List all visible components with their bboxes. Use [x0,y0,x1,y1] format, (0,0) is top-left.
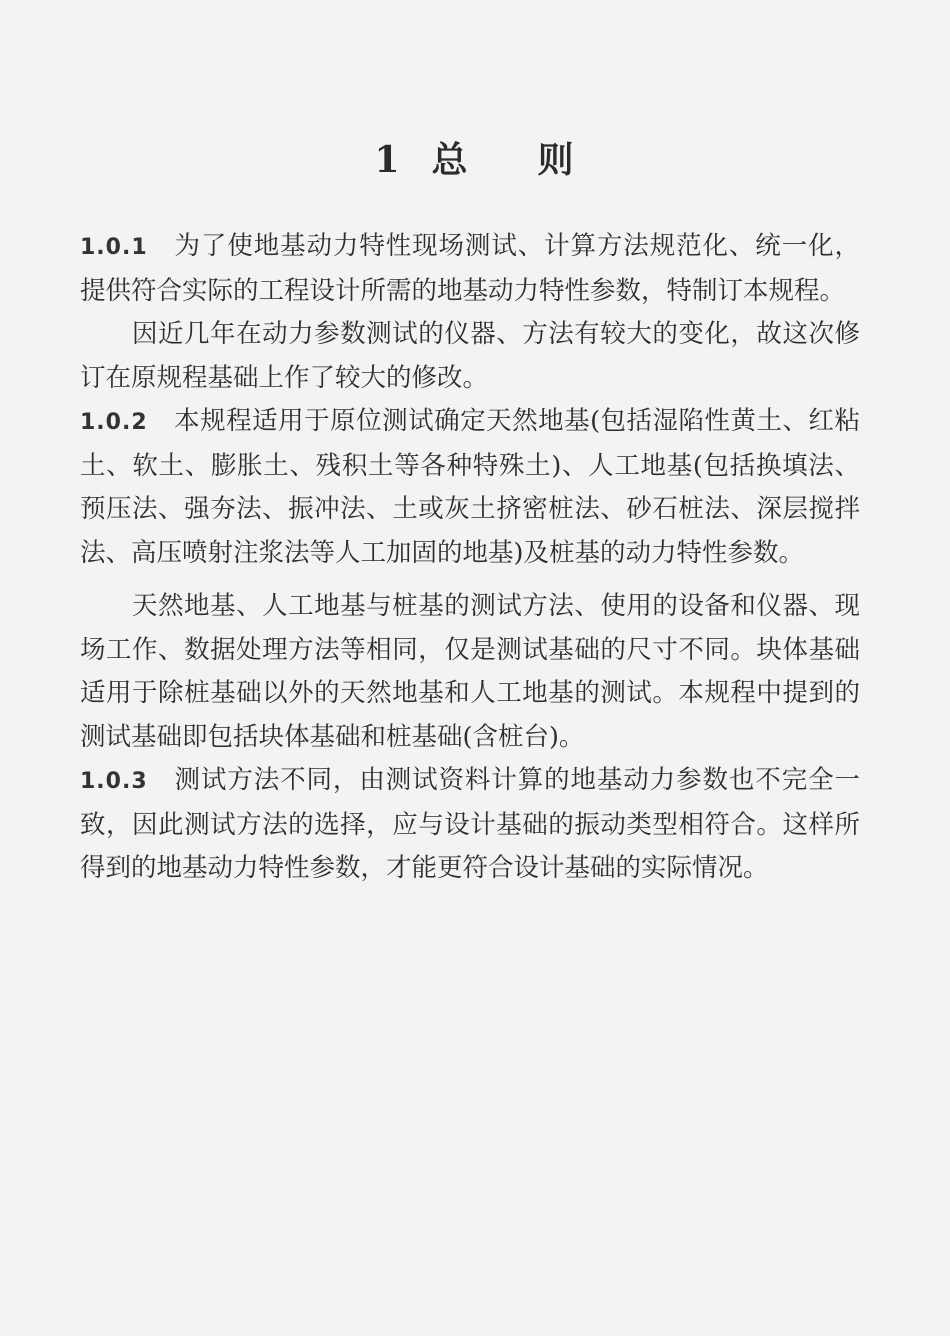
clause-text: 本规程适用于原位测试确定天然地基(包括湿陷性黄土、红粘土、软土、膨胀土、残积土等各种特殊土)、人工地基(包括换填法、预压法、强夯法、振冲法、土或灰土挤密桩法、砂石桩法、深层搅拌法、高压喷射注浆法等人工加固的地基)及桩基的动力特性参数。 [80,406,860,568]
clause-1-0-1-note: 因近几年在动力参数测试的仪器、方法有较大的变化，故这次修订在原规程基础上作了较大的修改。 [80,319,860,393]
clause-number: 1.0.1 [80,235,148,260]
clause-1-0-3 [80,759,860,891]
clause-number: 1.0.3 [80,769,148,794]
clause-number: 1.0.2 [80,410,148,435]
chapter-title-char-2: 则 [537,139,576,181]
clause-1-0-2-note: 天然地基、人工地基与桩基的测试方法、使用的设备和仪器、现场工作、数据处理方法等相同，仅是测试基础的尺寸不同。块体基础适用于除桩基础以外的天然地基和人工地基的测试。本规程中提到的测试基础即包括块体基础和桩基础(含桩台)。 [80,591,860,752]
chapter-title [0,132,950,183]
clause-1-0-1 [80,225,860,313]
clause-1-0-2 [80,400,860,575]
chapter-body [80,225,860,891]
clause-text: 为了使地基动力特性现场测试、计算方法规范化、统一化，提供符合实际的工程设计所需的地基动力特性参数，特制订本规程。 [80,231,860,306]
chapter-number: 1 [374,139,402,181]
chapter-title-char-1: 总 [431,139,470,181]
clause-text: 测试方法不同，由测试资料计算的地基动力参数也不完全一致，因此测试方法的选择，应与设计基础的振动类型相符合。这样所得到的地基动力特性参数，才能更符合设计基础的实际情况。 [80,765,860,883]
